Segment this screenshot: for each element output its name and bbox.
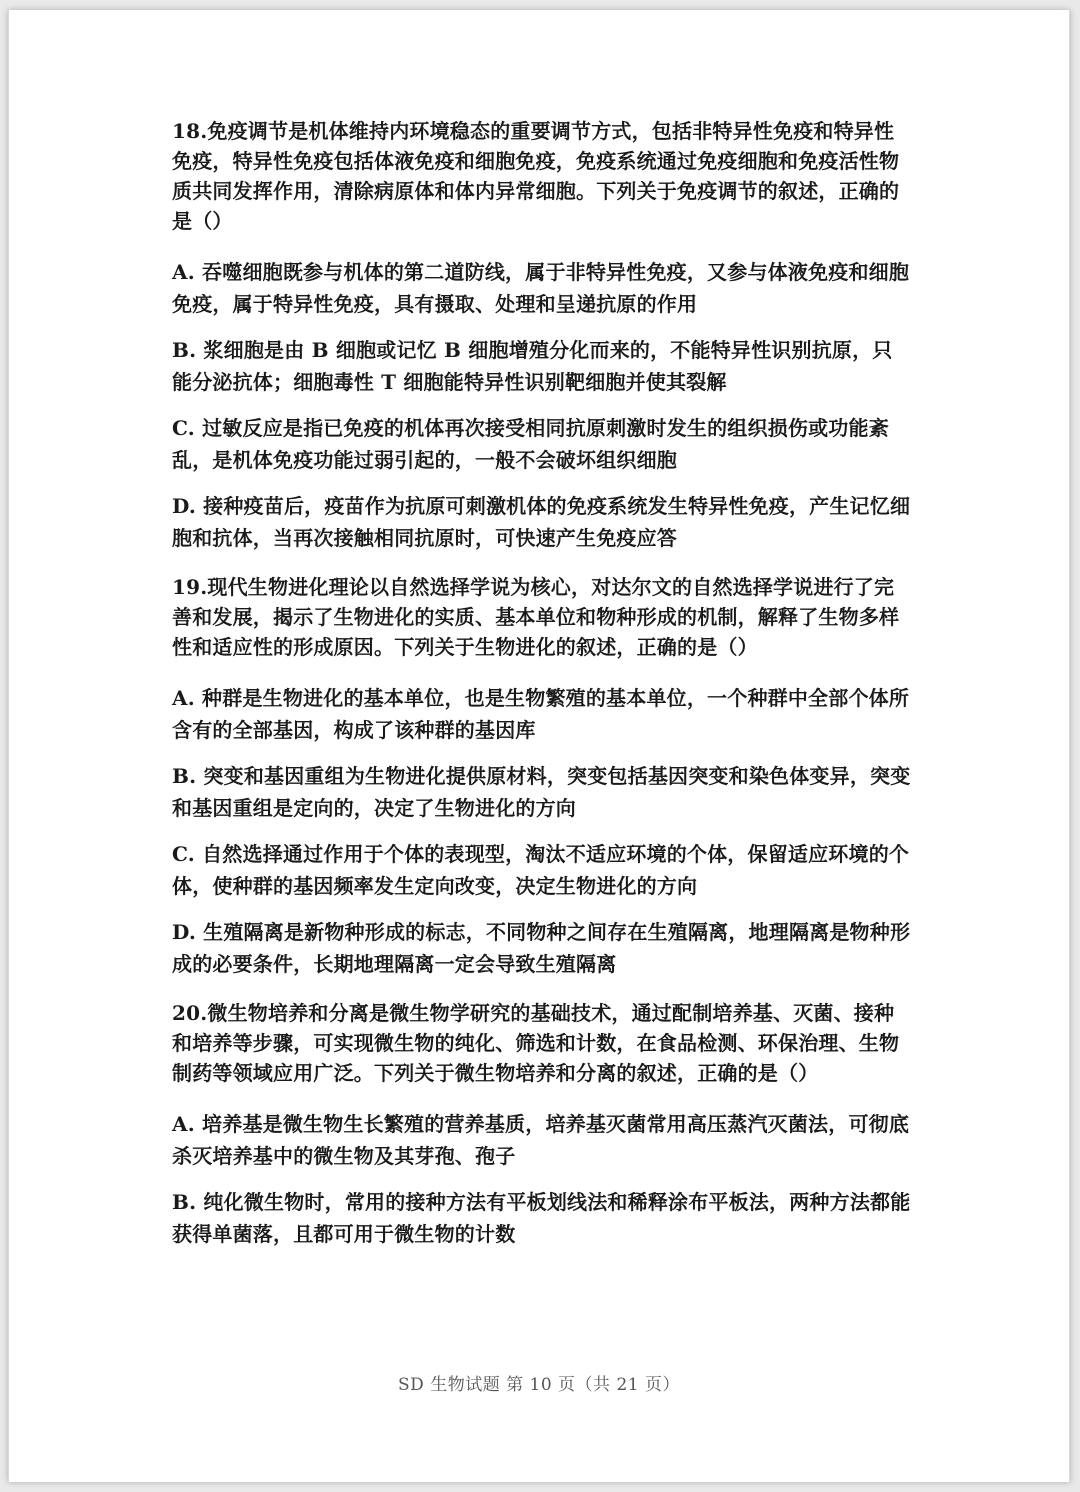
option-c: C. 过敏反应是指已免疫的机体再次接受相同抗原刺激时发生的组织损伤或功能紊乱，是机体免疫功能过弱引起的，一般不会破坏组织细胞: [172, 416, 889, 472]
page-footer: SD 生物试题 第 10 页（共 21 页）: [398, 1375, 680, 1395]
option-d: D. 接种疫苗后，疫苗作为抗原可刺激机体的免疫系统发生特异性免疫，产生记忆细胞和抗体，当再次接触相同抗原时，可快速产生免疫应答: [172, 494, 911, 550]
question-20: [172, 998, 912, 1250]
question-18: [172, 116, 912, 554]
option-a: A. 培养基是微生物生长繁殖的营养基质，培养基灭菌常用高压蒸汽灭菌法，可彻底杀灭培养基中的微生物及其芽孢、孢子: [172, 1112, 910, 1168]
page-content: [172, 116, 912, 1264]
option-b: B. 突变和基因重组为生物进化提供原材料，突变包括基因突变和染色体变异，突变和基因重组是定向的，决定了生物进化的方向: [172, 764, 911, 820]
option-d: D. 生殖隔离是新物种形成的标志，不同物种之间存在生殖隔离，地理隔离是物种形成的必要条件，长期地理隔离一定会导致生殖隔离: [172, 920, 911, 976]
question-stem: 19.现代生物进化理论以自然选择学说为核心，对达尔文的自然选择学说进行了完善和发展，揭示了生物进化的实质、基本单位和物种形成的机制，解释了生物多样性和适应性的形成原因。下列关于生物进化的叙述，正确的是（）: [172, 575, 900, 659]
question-19: [172, 572, 912, 980]
option-a: A. 种群是生物进化的基本单位，也是生物繁殖的基本单位，一个种群中全部个体所含有的全部基因，构成了该种群的基因库: [172, 686, 910, 742]
option-a: A. 吞噬细胞既参与机体的第二道防线，属于非特异性免疫，又参与体液免疫和细胞免疫，属于特异性免疫，具有摄取、处理和呈递抗原的作用: [172, 260, 910, 316]
question-stem: 18.免疫调节是机体维持内环境稳态的重要调节方式，包括非特异性免疫和特异性免疫，特异性免疫包括体液免疫和细胞免疫，免疫系统通过免疫细胞和免疫活性物质共同发挥作用，清除病原体和体内异常细胞。下列关于免疫调节的叙述，正确的是（）: [172, 119, 900, 233]
option-c: C. 自然选择通过作用于个体的表现型，淘汰不适应环境的个体，保留适应环境的个体，使种群的基因频率发生定向改变，决定生物进化的方向: [172, 842, 910, 898]
option-b: B. 纯化微生物时，常用的接种方法有平板划线法和稀释涂布平板法，两种方法都能获得单菌落，且都可用于微生物的计数: [172, 1190, 911, 1246]
question-stem: 20.微生物培养和分离是微生物学研究的基础技术，通过配制培养基、灭菌、接种和培养等步骤，可实现微生物的纯化、筛选和计数，在食品检测、环保治理、生物制药等领域应用广泛。下列关于微生物培养和分离的叙述，正确的是（）: [172, 1001, 900, 1085]
option-b: B. 浆细胞是由 B 细胞或记忆 B 细胞增殖分化而来的，不能特异性识别抗原，只能分泌抗体；细胞毒性 T 细胞能特异性识别靶细胞并使其裂解: [172, 338, 893, 394]
document-page: [8, 10, 1070, 1482]
